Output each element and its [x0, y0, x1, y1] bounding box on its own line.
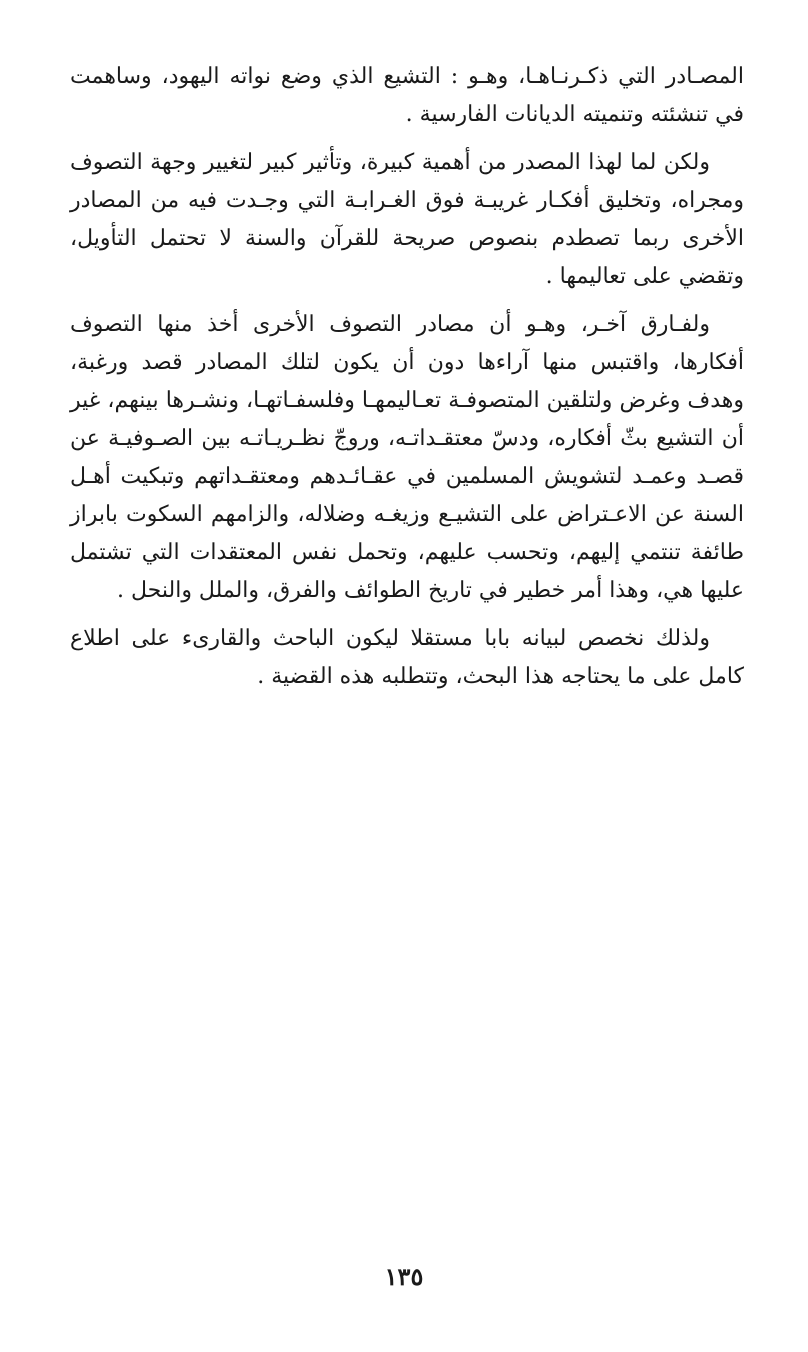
paragraph-importance: ولكن لما لهذا المصدر من أهمية كبيرة، وتأثير كبير لتغيير وجهة التصوف ومجراه، وتخليق أفكـار غريبـة فوق الغـرابـة التي وجـدت فيه من المصادر الأخرى ربما تصطدم بنصوص صريحة للقرآن والسنة لا تحتمل التأويل، وتقضي على تعاليمها .	[70, 150, 744, 289]
page-number: ١٣٥	[384, 1262, 424, 1291]
paragraph-difference: ولفـارق آخـر، وهـو أن مصادر التصوف الأخرى أخذ منها التصوف أفكارها، واقتبس منها آراءها دون أن يكون لتلك المصادر قصد ورغبة، وهدف وغرض ولتلقين المتصوفـة تعـاليمهـا وفلسفـاتهـا، ونشـرها بينهم، غير أن التشيع بثّ أفكاره، ودسّ معتقـداتـه، وروجّ نظـريـاتـه بين الصـوفيـة عن قصـد وعمـد لتشويش المسلمين في عقـائـدهم ومعتقـداتهم وتبكيت أهـل السنة عن الاعـتراض على التشيـع وزيغـه وضلاله، والزامهم السكوت بابراز طائفة تنتمي إليهم، وتحسب عليهم، وتحمل نفس المعتقدات التي تشتمل عليها هي، وهذا أمر خطير في تاريخ الطوائف والفرق، والملل والنحل .	[70, 312, 744, 603]
paragraph-conclusion: ولذلك نخصص لبيانه بابا مستقلا ليكون الباحث والقارىء على اطلاع كامل على ما يحتاجه هذا البحث، وتتطلبه هذه القضية .	[70, 626, 744, 689]
body-text	[70, 58, 744, 706]
paragraph-continuation: المصـادر التي ذكـرنـاهـا، وهـو : التشيع الذي وضع نواته اليهود، وساهمت في تنشئته وتنميته الديانات الفارسية .	[70, 64, 744, 127]
